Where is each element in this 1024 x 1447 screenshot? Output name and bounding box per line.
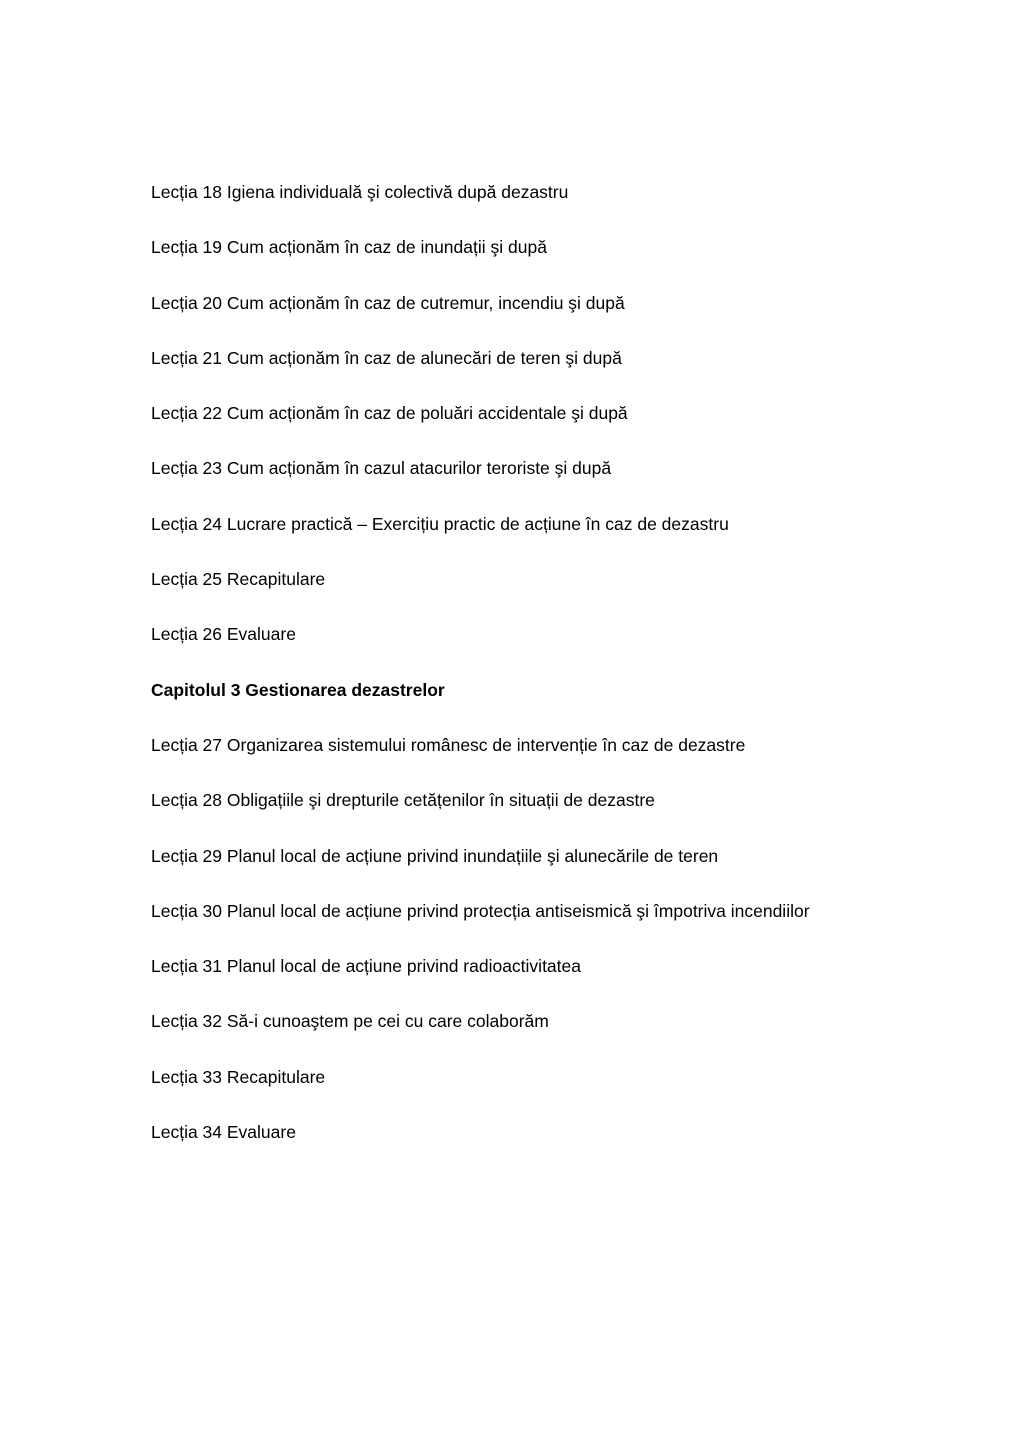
- lesson-34-entry: Lecția 34 Evaluare: [151, 1122, 296, 1143]
- lesson-24-entry: Lecția 24 Lucrare practică – Exercițiu practic de acțiune în caz de dezastru: [151, 513, 729, 534]
- lesson-31-entry: Lecția 31 Planul local de acțiune privind radioactivitatea: [151, 956, 581, 977]
- lesson-25-entry: Lecția 25 Recapitulare: [151, 569, 326, 590]
- lesson-29-entry: Lecția 29 Planul local de acțiune privind inundațiile şi alunecările de teren: [151, 845, 719, 866]
- lesson-33-entry: Lecția 33 Recapitulare: [151, 1066, 326, 1087]
- lesson-32-entry: Lecția 32 Să-i cunoaştem pe cei cu care colaborăm: [151, 1011, 549, 1032]
- lesson-26-entry: Lecția 26 Evaluare: [151, 624, 296, 645]
- lesson-21-entry: Lecția 21 Cum acționăm în caz de alunecări de teren şi după: [151, 347, 622, 368]
- lesson-30-entry: Lecția 30 Planul local de acțiune privind protecția antiseismică şi împotriva incendiilor: [151, 900, 810, 921]
- lesson-28-entry: Lecția 28 Obligațiile şi drepturile cetățenilor în situații de dezastre: [151, 790, 655, 811]
- lesson-19-entry: Lecția 19 Cum acționăm în caz de inundații şi după: [151, 237, 547, 258]
- chapter-3-heading: Capitolul 3 Gestionarea dezastrelor: [151, 679, 445, 700]
- lesson-23-entry: Lecția 23 Cum acționăm în cazul atacurilor teroriste şi după: [151, 458, 612, 479]
- lesson-18-entry: Lecția 18 Igiena individuală şi colectivă după dezastru: [151, 182, 569, 202]
- lesson-27-entry: Lecția 27 Organizarea sistemului românesc de intervenție în caz de dezastre: [151, 734, 746, 755]
- table-of-contents: [151, 180, 971, 1175]
- lesson-22-entry: Lecția 22 Cum acționăm în caz de poluări accidentale şi după: [151, 403, 628, 424]
- lesson-20-entry: Lecția 20 Cum acționăm în caz de cutremur, incendiu şi după: [151, 292, 625, 313]
